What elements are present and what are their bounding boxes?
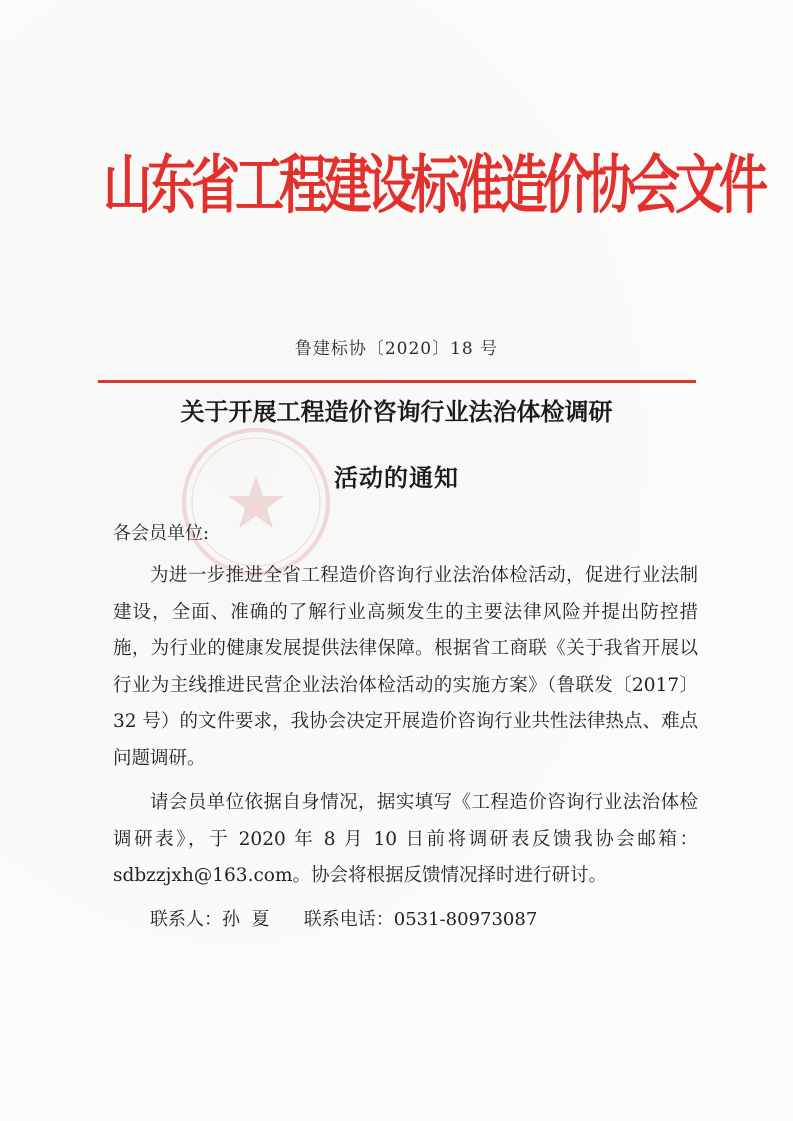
body-paragraph-1: 为进一步推进全省工程造价咨询行业法治体检活动，促进行业法制建设，全面、准确的了解行业高频发生的主要法律风险并提出防控措施，为行业的健康发展提供法律保障。根据省工商联《关于我省开展以行业为主线推进民营企业法治体检活动的实施方案》（鲁联发〔2017〕32 号）的文件要求，我协会决定开展造价咨询行业共性法律热点、难点问题调研。	[113, 565, 698, 769]
notice-title-line-2: 活动的通知	[334, 463, 459, 492]
org-document-header: 山东省工程建设标准造价协会文件	[103, 148, 764, 223]
contact-info: 联系人：孙 夏 联系电话：0531-80973087	[150, 909, 538, 930]
body-paragraph-2: 请会员单位依据自身情况，据实填写《工程造价咨询行业法治体检调研表》，于 2020 年 8 月 10 日前将调研表反馈我协会邮箱：sdbzzjxh@163.com。协会将根据反馈情况择时进行研讨。	[113, 792, 698, 886]
faded-seal-stamp	[178, 424, 334, 580]
document-number: 鲁建标协〔2020〕18 号	[294, 339, 499, 359]
red-divider	[98, 380, 696, 383]
notice-title-line-1: 关于开展工程造价咨询行业法治体检调研	[180, 397, 613, 426]
salutation: 各会员单位:	[113, 523, 210, 544]
